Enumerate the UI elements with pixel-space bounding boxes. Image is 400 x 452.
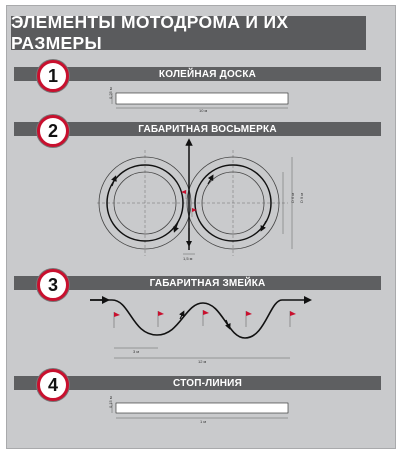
total-label: 12 м bbox=[198, 359, 207, 364]
board-width-label: 0,25 м bbox=[108, 87, 113, 99]
gap-label: 1,5 м bbox=[183, 256, 193, 261]
step-label: 3 м bbox=[133, 349, 140, 354]
section-title-1: КОЛЕЙНАЯ ДОСКА bbox=[158, 68, 257, 80]
outer-diameter-label: D 9 м bbox=[299, 192, 304, 203]
track-board-plank bbox=[116, 93, 288, 104]
slalom-flag-3 bbox=[203, 310, 209, 326]
inner-diameter-label: D 6 м bbox=[290, 192, 295, 203]
slalom-flag-5 bbox=[290, 311, 296, 327]
badge-number-2: 2 bbox=[47, 120, 58, 141]
slalom-flag-2 bbox=[158, 311, 164, 327]
slalom-diagram bbox=[90, 300, 308, 364]
stop-line-length-label: 1 м bbox=[200, 419, 207, 424]
badge-number-3: 3 bbox=[47, 274, 58, 295]
figure-eight-diagram bbox=[97, 142, 304, 261]
stop-line-strip bbox=[116, 403, 288, 413]
section-title-2: ГАБАРИТНАЯ ВОСЬМЕРКА bbox=[138, 123, 277, 135]
slalom-path bbox=[90, 300, 308, 338]
badge-number-4: 4 bbox=[47, 374, 58, 395]
stop-line-width-label: 0,15 м bbox=[108, 396, 113, 408]
slalom-flag-1 bbox=[114, 312, 120, 328]
badge-number-1: 1 bbox=[47, 65, 58, 86]
poster-title: ЭЛЕМЕНТЫ МОТОДРОМА И ИХ РАЗМЕРЫ bbox=[11, 12, 289, 53]
section-title-4: СТОП-ЛИНИЯ bbox=[173, 377, 242, 389]
slalom-flag-4 bbox=[246, 311, 252, 327]
section-title-3: ГАБАРИТНАЯ ЗМЕЙКА bbox=[149, 277, 266, 289]
right-bottom-arrow bbox=[262, 221, 266, 229]
stop-line-diagram bbox=[108, 396, 288, 424]
board-length-label: 10 м bbox=[199, 108, 208, 113]
track-board-diagram bbox=[108, 87, 288, 113]
